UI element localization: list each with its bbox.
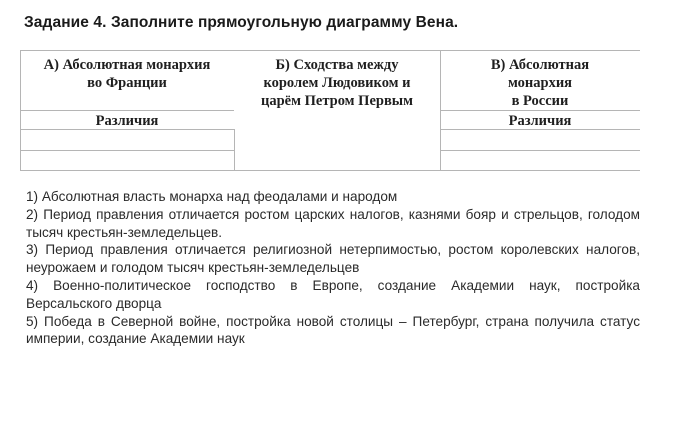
left-header-divider	[20, 110, 234, 111]
right-row-divider	[440, 150, 640, 151]
answer-option: 5) Победа в Северной войне, постройка новой столицы – Петербург, страна получила статус империи, создание Академии наук	[26, 313, 640, 347]
venn-diagram-table	[20, 50, 640, 174]
answer-options-list	[26, 188, 640, 348]
differences-label-a: Различия	[95, 113, 159, 129]
answer-option: 3) Период правления отличается религиозной нетерпимостью, ростом королевских налогов, неурожаем и голодом тысяч крестьян-земледельцев	[26, 242, 640, 276]
column-a-header: А) Абсолютная монархия во Франции	[43, 57, 211, 91]
column-b-header: Б) Сходства между королем Людовиком и царём Петром Первым	[261, 57, 413, 109]
left-center-divider	[234, 129, 235, 171]
column-c-header: В) Абсолютная монархия в России	[490, 57, 590, 109]
table-top-border	[20, 50, 640, 51]
table-bottom-border	[20, 170, 640, 171]
answer-option: 2) Период правления отличается ростом царских налогов, казнями бояр и стрельцов, голодом тысяч крестьян-земледельцев.	[26, 206, 640, 240]
differences-label-c: Различия	[508, 113, 572, 129]
task-title: Задание 4. Заполните прямоугольную диаграмму Вена.	[24, 14, 459, 31]
answer-option: 4) Военно-политическое господство в Европе, создание Академии наук, постройка Версальского дворца	[26, 277, 640, 311]
answer-option: 1) Абсолютная власть монарха над феодалами и народом	[26, 189, 398, 204]
left-row-divider	[20, 150, 234, 151]
right-header-divider	[440, 110, 640, 111]
